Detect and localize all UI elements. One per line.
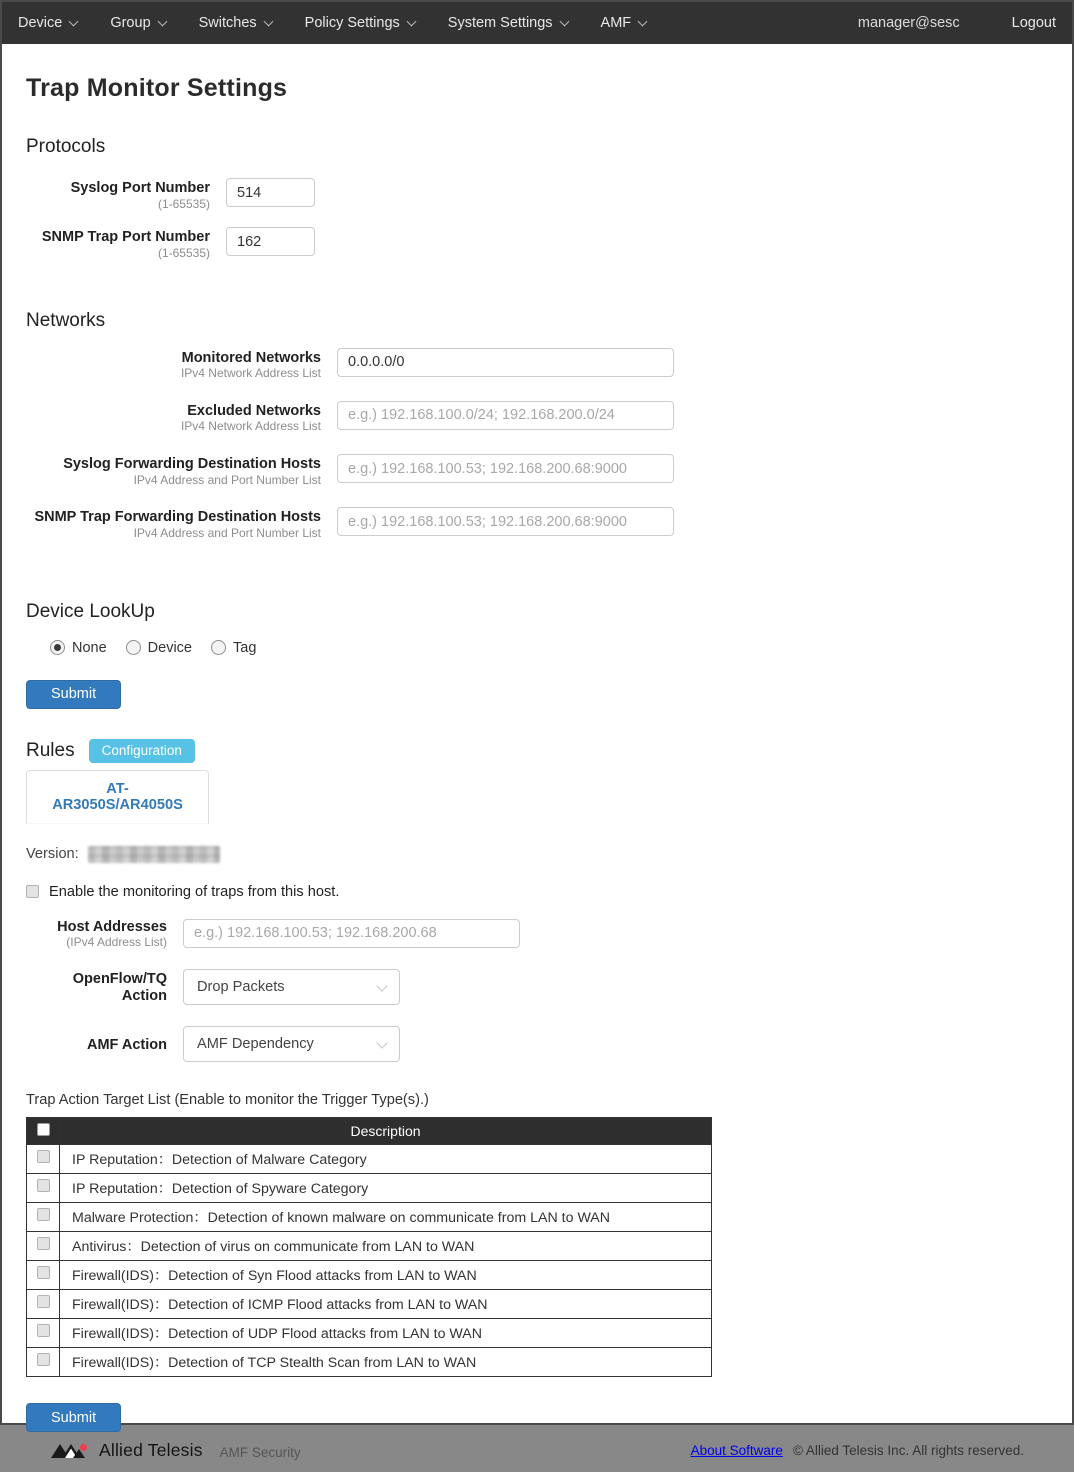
trap-description: Malware Protection：Detection of known malware on communicate from LAN to WAN (60, 1203, 712, 1232)
radio-unselected-icon (211, 640, 226, 655)
openflow-action-value: Drop Packets (197, 979, 285, 996)
table-row (27, 1203, 712, 1232)
monitored-networks-input[interactable] (337, 348, 674, 377)
main-content (2, 44, 1072, 1472)
nav-item-system-settings[interactable] (448, 15, 568, 31)
chevron-down-icon (376, 1037, 387, 1048)
host-addresses-label: Host Addresses (57, 918, 167, 935)
snmp-port-range: (1-65535) (157, 245, 210, 260)
product-name: AMF Security (219, 1445, 301, 1461)
row-checkbox[interactable] (37, 1150, 50, 1163)
monitored-networks-row (26, 348, 1048, 382)
nav-item-label: Device (18, 15, 63, 31)
row-checkbox[interactable] (37, 1179, 50, 1192)
amf-action-select[interactable] (183, 1026, 400, 1062)
version-value-redacted (88, 846, 220, 863)
nav-item-label: Switches (198, 15, 257, 31)
trap-description: Firewall(IDS)：Detection of UDP Flood attacks from LAN to WAN (60, 1319, 712, 1348)
syslog-port-row (26, 178, 1048, 212)
rules-submit-button[interactable]: Submit (26, 1403, 121, 1432)
amf-action-row (26, 1026, 1048, 1062)
settings-submit-button[interactable]: Submit (26, 680, 121, 709)
amf-action-label: AMF Action (86, 1036, 167, 1053)
version-label: Version: (26, 846, 79, 863)
chevron-down-icon (406, 16, 416, 26)
allied-telesis-logo-icon (50, 1442, 90, 1460)
select-all-checkbox[interactable] (37, 1123, 50, 1136)
syslog-port-label: Syslog Port Number (70, 180, 210, 196)
openflow-action-label: OpenFlow/TQ Action (72, 971, 167, 1005)
table-row (27, 1348, 712, 1377)
openflow-action-select[interactable] (183, 969, 400, 1005)
trap-action-target-list-label: Trap Action Target List (Enable to monitor the Trigger Type(s).) (26, 1092, 429, 1109)
nav-item-device[interactable] (18, 15, 77, 31)
brand-name: Allied Telesis (99, 1440, 203, 1461)
syslog-port-input[interactable] (226, 178, 315, 207)
row-checkbox[interactable] (37, 1266, 50, 1279)
nav-item-label: Group (110, 15, 151, 31)
table-row (27, 1174, 712, 1203)
nav-item-switches[interactable] (199, 15, 272, 31)
nav-item-policy-settings[interactable] (305, 15, 415, 31)
row-checkbox[interactable] (37, 1237, 50, 1250)
table-row (27, 1261, 712, 1290)
device-lookup-options (50, 640, 1048, 656)
table-row (27, 1319, 712, 1348)
snmp-port-row (26, 227, 1048, 261)
chevron-down-icon (69, 16, 79, 26)
excluded-networks-row (26, 401, 1048, 435)
radio-none-label: None (72, 639, 107, 656)
version-line (26, 846, 1048, 863)
radio-device-label: Device (147, 639, 192, 656)
host-addresses-sublabel: (IPv4 Address List) (66, 935, 167, 950)
page-title: Trap Monitor Settings (26, 74, 288, 102)
openflow-action-row (26, 969, 1048, 1005)
networks-heading: Networks (26, 309, 106, 331)
protocols-heading: Protocols (26, 136, 106, 157)
table-header-row (27, 1118, 712, 1145)
excluded-networks-input[interactable] (337, 401, 674, 430)
trap-description: Antivirus：Detection of virus on communicate from LAN to WAN (60, 1232, 712, 1261)
snmp-port-label: SNMP Trap Port Number (41, 229, 210, 246)
description-column-header: Description (60, 1118, 712, 1145)
chevron-down-icon (559, 16, 569, 26)
trap-description: Firewall(IDS)：Detection of ICMP Flood attacks from LAN to WAN (60, 1290, 712, 1319)
trap-description: IP Reputation：Detection of Malware Category (60, 1145, 712, 1174)
syslog-forwarding-row (26, 454, 1048, 488)
snmp-forwarding-label: SNMP Trap Forwarding Destination Hosts (34, 509, 321, 526)
top-navbar (2, 2, 1072, 44)
radio-unselected-icon (126, 640, 141, 655)
tab-at-ar3050s-ar4050s[interactable]: AT-AR3050S/AR4050S (26, 770, 209, 824)
checkbox-unchecked-icon (26, 885, 39, 898)
trap-description: Firewall(IDS)：Detection of TCP Stealth Scan from LAN to WAN (60, 1348, 712, 1377)
table-row (27, 1145, 712, 1174)
enable-monitoring-label: Enable the monitoring of traps from this host. (49, 883, 340, 900)
chevron-down-icon (638, 16, 648, 26)
trap-description: IP Reputation：Detection of Spyware Category (60, 1174, 712, 1203)
nav-item-label: AMF (600, 15, 632, 31)
logout-button[interactable]: Logout (1011, 15, 1056, 31)
trap-description: Firewall(IDS)：Detection of Syn Flood attacks from LAN to WAN (60, 1261, 712, 1290)
radio-none[interactable] (50, 640, 107, 656)
syslog-forwarding-sublabel: IPv4 Address and Port Number List (133, 472, 321, 487)
syslog-forwarding-input[interactable] (337, 454, 674, 483)
rules-heading: Rules (26, 739, 75, 761)
row-checkbox[interactable] (37, 1208, 50, 1221)
snmp-forwarding-sublabel: IPv4 Address and Port Number List (133, 526, 321, 540)
row-checkbox[interactable] (37, 1353, 50, 1366)
radio-tag[interactable] (211, 640, 256, 656)
logged-in-user: manager@sesc (857, 15, 960, 31)
table-row (27, 1290, 712, 1319)
enable-monitoring-checkbox-row[interactable] (26, 884, 1048, 900)
chevron-down-icon (157, 16, 167, 26)
nav-item-amf[interactable] (601, 15, 647, 31)
syslog-port-range: (1-65535) (157, 196, 210, 211)
trap-action-table (26, 1117, 712, 1377)
snmp-forwarding-row (26, 507, 1048, 541)
chevron-down-icon (263, 16, 273, 26)
page-footer (26, 1432, 1048, 1472)
copyright-text: © Allied Telesis Inc. All rights reserved. (792, 1443, 1024, 1459)
excluded-networks-label: Excluded Networks (187, 402, 321, 419)
configuration-badge[interactable]: Configuration (89, 739, 195, 763)
radio-device[interactable] (126, 640, 192, 656)
row-checkbox[interactable] (37, 1324, 50, 1337)
nav-item-group[interactable] (110, 15, 165, 31)
radio-selected-icon (50, 640, 65, 655)
amf-action-value: AMF Dependency (197, 1036, 314, 1053)
radio-tag-label: Tag (233, 639, 257, 656)
snmp-forwarding-input[interactable] (337, 507, 674, 536)
host-addresses-input[interactable] (183, 919, 520, 948)
about-software-link[interactable]: About Software (690, 1443, 783, 1459)
host-addresses-row (26, 919, 1048, 951)
monitored-networks-sublabel: IPv4 Network Address List (180, 366, 321, 381)
table-row (27, 1232, 712, 1261)
excluded-networks-sublabel: IPv4 Network Address List (180, 419, 321, 434)
nav-item-label: Policy Settings (304, 15, 400, 31)
syslog-forwarding-label: Syslog Forwarding Destination Hosts (63, 456, 321, 473)
device-lookup-heading: Device LookUp (26, 600, 155, 622)
snmp-trap-port-input[interactable] (226, 227, 315, 256)
monitored-networks-label: Monitored Networks (181, 349, 321, 366)
chevron-down-icon (376, 980, 387, 991)
row-checkbox[interactable] (37, 1295, 50, 1308)
nav-item-label: System Settings (447, 15, 553, 31)
